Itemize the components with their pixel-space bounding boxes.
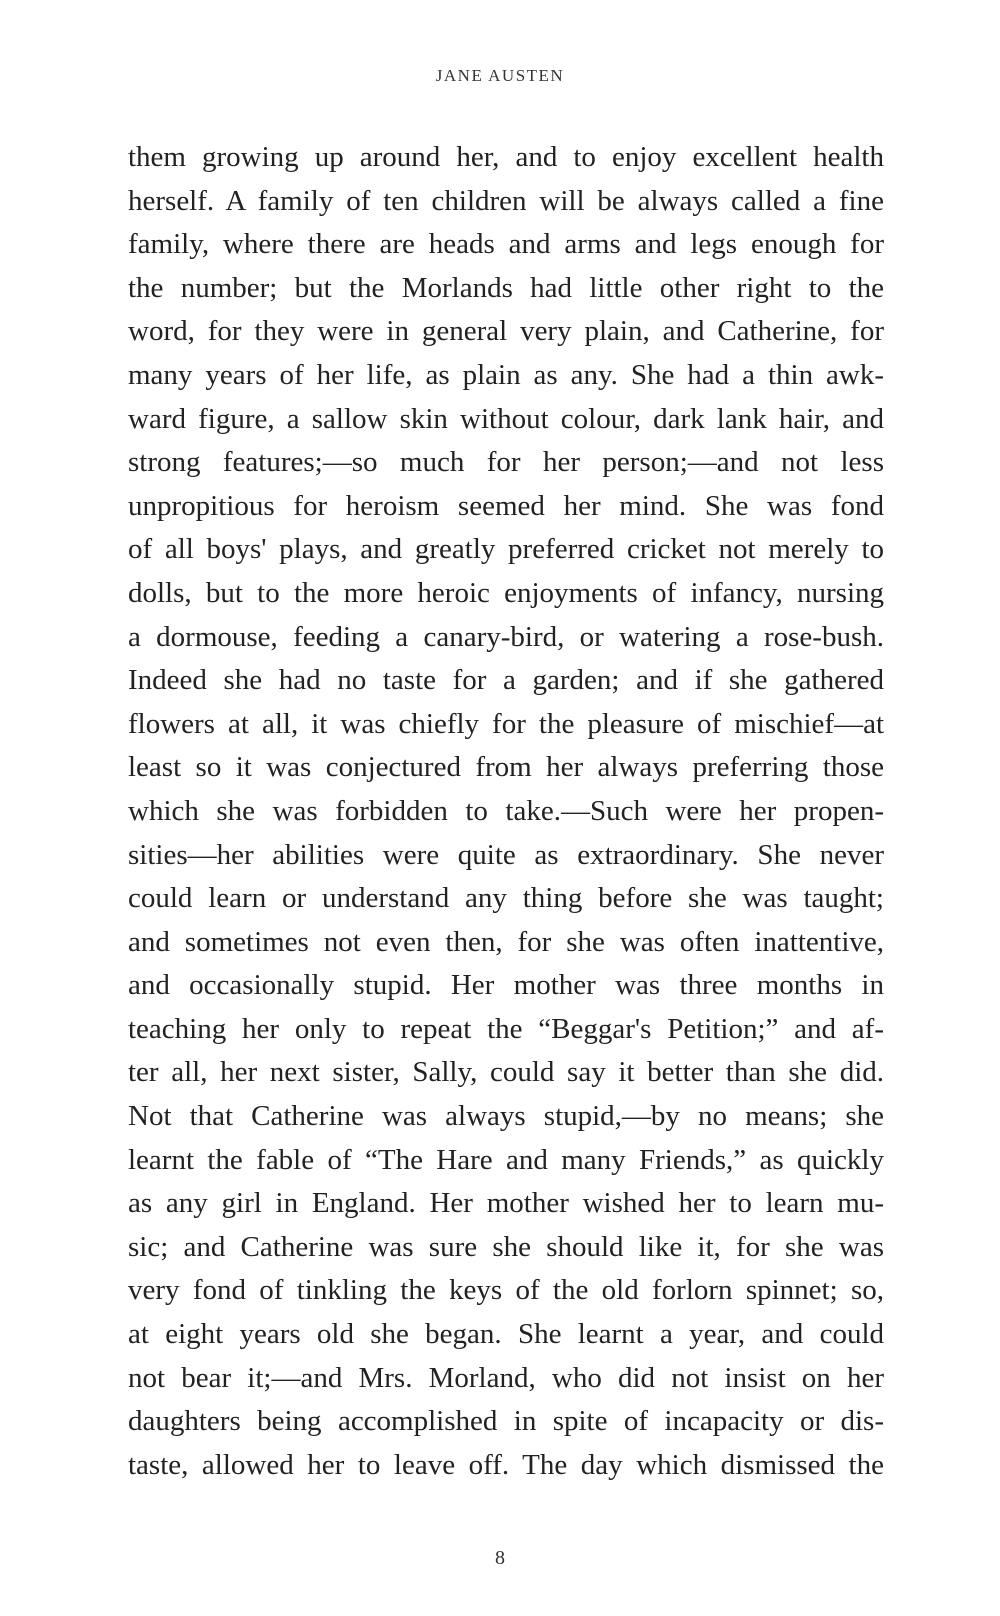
body-text <box>128 136 884 1487</box>
text-line: and sometimes not even then, for she was often inattentive, <box>128 925 884 958</box>
text-line: herself. A family of ten children will be always called a fine <box>128 184 884 217</box>
text-line: and occasionally stupid. Her mother was three months in <box>128 969 884 1002</box>
text-line: which she was forbidden to take.—Such were her propen- <box>128 794 884 827</box>
text-line: sic; and Catherine was sure she should like it, for she was <box>128 1230 884 1263</box>
text-line: many years of her life, as plain as any. She had a thin awk- <box>128 358 884 391</box>
text-line: could learn or understand any thing before she was taught; <box>128 882 884 915</box>
text-line: sities—her abilities were quite as extraordinary. She never <box>128 838 884 871</box>
text-line: word, for they were in general very plain, and Catherine, for <box>128 315 884 348</box>
text-line: family, where there are heads and arms and legs enough for <box>128 228 884 261</box>
page-number: 8 <box>495 1547 505 1569</box>
text-line: of all boys' plays, and greatly preferred cricket not merely to <box>128 533 884 566</box>
text-line: ter all, her next sister, Sally, could say it better than she did. <box>128 1056 884 1089</box>
text-line: daughters being accomplished in spite of incapacity or dis- <box>128 1405 884 1438</box>
text-line: least so it was conjectured from her always preferring those <box>128 751 884 784</box>
text-line: flowers at all, it was chiefly for the pleasure of mischief—at <box>128 707 884 740</box>
text-line: strong features;—so much for her person;—and not less <box>128 446 884 479</box>
text-line: as any girl in England. Her mother wished her to learn mu- <box>128 1187 884 1220</box>
text-line: at eight years old she began. She learnt a year, and could <box>128 1318 884 1351</box>
text-line: teaching her only to repeat the “Beggar's Petition;” and af- <box>128 1012 884 1045</box>
text-line: dolls, but to the more heroic enjoyments of infancy, nursing <box>128 576 884 609</box>
text-line: taste, allowed her to leave off. The day which dismissed the <box>128 1448 884 1481</box>
text-line: a dormouse, feeding a canary-bird, or watering a rose-bush. <box>128 620 884 653</box>
text-line: learnt the fable of “The Hare and many Friends,” as quickly <box>128 1143 884 1176</box>
text-line: unpropitious for heroism seemed her mind. She was fond <box>128 489 884 522</box>
text-line: the number; but the Morlands had little other right to the <box>128 271 884 304</box>
text-line: ward figure, a sallow skin without colour, dark lank hair, and <box>128 402 884 435</box>
running-head: JANE AUSTEN <box>435 66 565 85</box>
text-line: them growing up around her, and to enjoy excellent health <box>128 141 884 173</box>
text-line: Indeed she had no taste for a garden; and if she gathered <box>128 664 884 697</box>
text-line: very fond of tinkling the keys of the old forlorn spinnet; so, <box>128 1274 884 1307</box>
text-line: Not that Catherine was always stupid,—by no means; she <box>128 1100 884 1133</box>
text-line: not bear it;—and Mrs. Morland, who did not insist on her <box>128 1361 884 1394</box>
